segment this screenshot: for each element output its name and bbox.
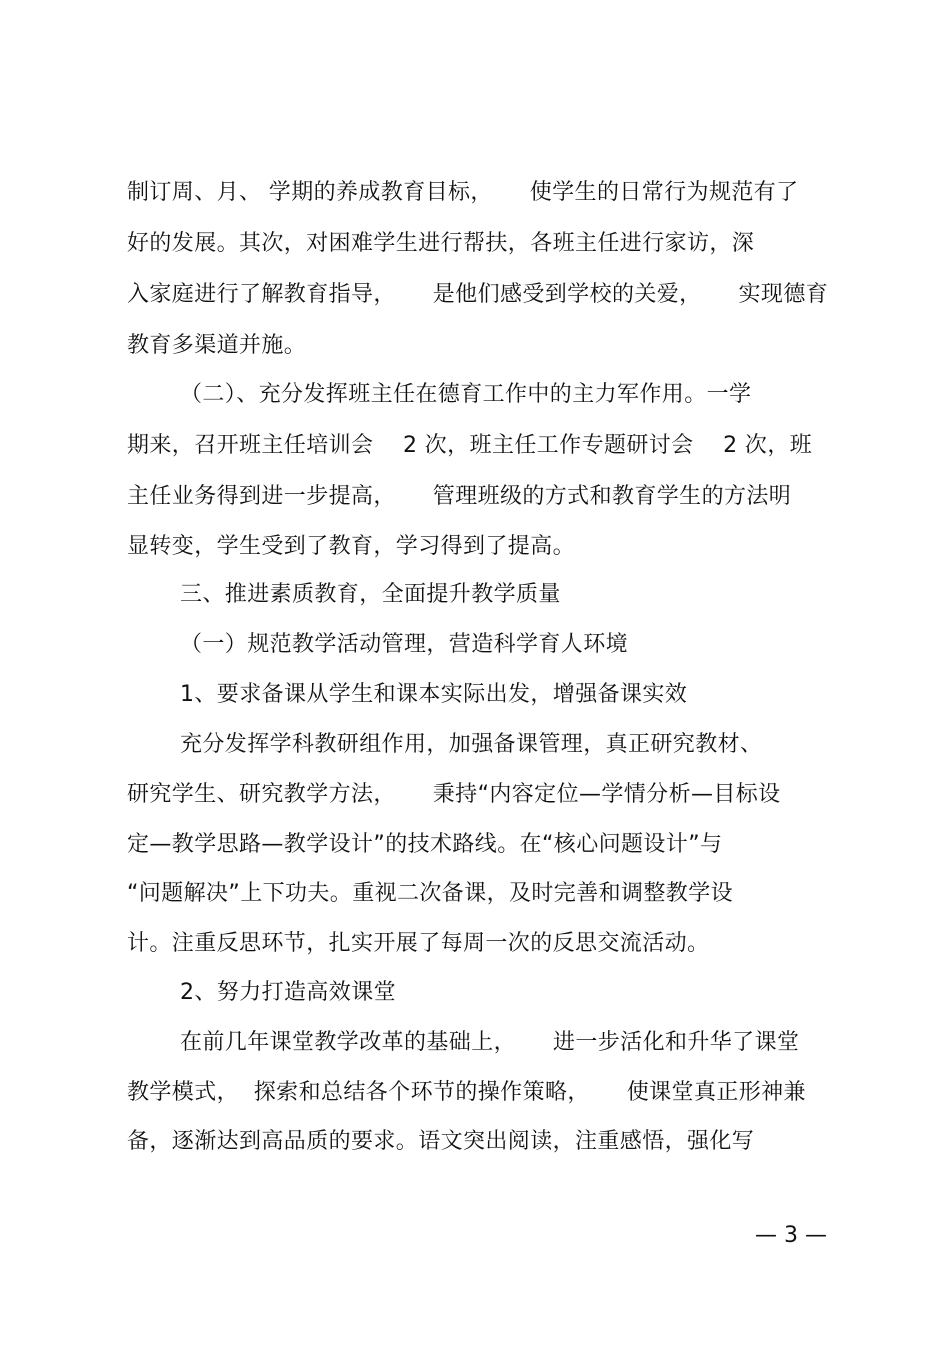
- item-heading: 1、要求备课从学生和课本实际出发，增强备课实效: [180, 682, 688, 707]
- text-line: 期来，召开班主任培训会 2 次，班主任工作专题研讨会 2 次，班: [127, 433, 813, 458]
- text-line: 计。注重反思环节，扎实开展了每周一次的反思交流活动。: [127, 931, 710, 956]
- text-line: （二）、充分发挥班主任在德育工作中的主力军作用。一学: [180, 382, 752, 407]
- item-heading: 2、努力打造高效课堂: [180, 980, 396, 1005]
- text-line: 教育多渠道并施。: [127, 333, 307, 358]
- text-line: 好的发展。其次，对困难学生进行帮扶，各班主任进行家访，深: [127, 231, 755, 256]
- text-line: 入家庭进行了解教育指导， 是他们感受到学校的关爱， 实现德育: [127, 282, 829, 307]
- text-line: 备，逐渐达到高品质的要求。语文突出阅读，注重感悟，强化写: [127, 1129, 755, 1154]
- text-line: 制订周、月、 学期的养成教育目标， 使学生的日常行为规范有了: [127, 180, 799, 205]
- text-line: “问题解决”上下功夫。重视二次备课，及时完善和调整教学设: [127, 881, 733, 906]
- section-heading: 三、推进素质教育，全面提升教学质量: [180, 582, 561, 607]
- subsection-heading: （一）规范教学活动管理，营造科学育人环境: [180, 632, 629, 657]
- text-line: 研究学生、研究教学方法， 秉持“内容定位—学情分析—目标设: [127, 782, 781, 807]
- page-number: — 3 —: [755, 1223, 827, 1248]
- text-line: 显转变，学生受到了教育，学习得到了提高。: [127, 534, 576, 559]
- text-line: 主任业务得到进一步提高， 管理班级的方式和教育学生的方法明: [127, 484, 792, 509]
- text-line: 在前几年课堂教学改革的基础上， 进一步活化和升华了课堂: [180, 1030, 800, 1055]
- text-line: 定—教学思路—教学设计”的技术路线。在“核心问题设计”与: [127, 832, 723, 857]
- text-line: 教学模式， 探索和总结各个环节的操作策略， 使课堂真正形神兼: [127, 1080, 806, 1105]
- text-line: 充分发挥学科教研组作用，加强备课管理，真正研究教材、: [180, 732, 763, 757]
